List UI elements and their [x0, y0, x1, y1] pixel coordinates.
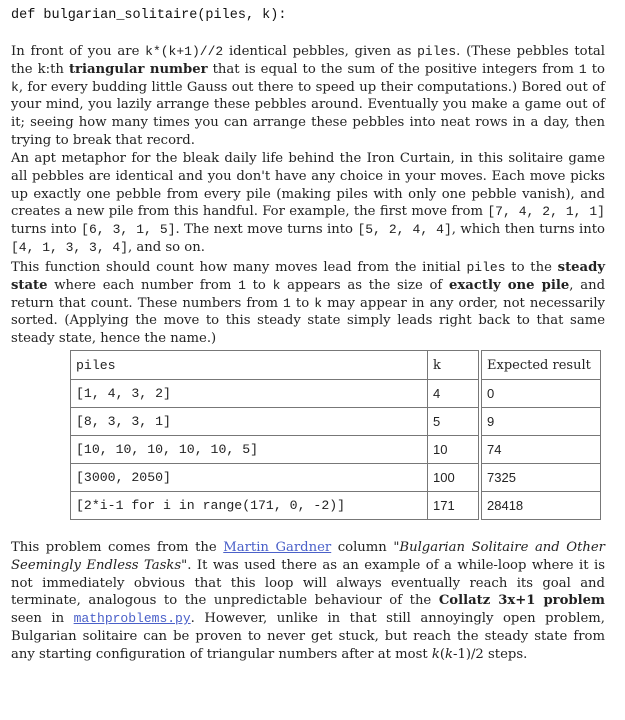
- cell-piles: [8, 3, 3, 1]: [71, 408, 428, 436]
- paragraph-task: This function should count how many moves lead from the initial piles to the steady state where each number from 1 to k appears as the size of exactly one pile, and return that count. These numbers from 1 to k may appear in any order, not necessarily sorted. (Applying the move to this steady state simply leads right back to that same steady state, hence the name.): [11, 260, 606, 347]
- cell-expected: 7325: [482, 464, 601, 492]
- header-k: k: [428, 351, 479, 380]
- table-row: [71, 464, 601, 492]
- paragraph-rules: An apt metaphor for the bleak daily life behind the Iron Curtain, in this solitaire game all pebbles are identical and you don't have any choice in your moves. Each move picks up exactly one pebble from every pile (making piles with only one pebble vanish), and creates a new pile from this handful. For example, the first move from [7, 4, 2, 1, 1] turns into [6, 3, 1, 5]. The next move turns into [5, 2, 4, 4], which then turns into [4, 1, 3, 3, 4], and so on.: [11, 151, 605, 255]
- table-row: [71, 492, 601, 520]
- paragraph-intro: In front of you are k*(k+1)//2 identical pebbles, given as piles. (These pebbles total the k:th triangular number that is equal to the sum of the positive integers from 1 to k, for every budding little Gauss out there to speed up their computations.) Bored out of your mind, you lazily arrange these pebbles around. Eventually you make a game out of it; seeing how many times you can arrange these pebbles into neat rows in a day, then trying to break that record.: [11, 44, 605, 148]
- cell-expected: 74: [482, 436, 601, 464]
- cell-k: 10: [428, 436, 479, 464]
- cell-expected: 28418: [482, 492, 601, 520]
- paragraph-background: This problem comes from the Martin Gardner column "Bulgarian Solitaire and Other Seemingly Endless Tasks". It was used there as an example of a while-loop where it is not immediately obvious that this loop will always eventually reach its goal and terminate, analogous to the unpredictable behaviour of the Collatz 3x+1 problem seen in mathproblems.py. However, unlike in that still annoyingly open problem, Bulgarian solitaire can be proven to never get stuck, but reach the steady state from any starting configuration of triangular numbers after at most k(k-1)/2 steps.: [11, 540, 606, 662]
- cell-piles: [2*i-1 for i in range(171, 0, -2)]: [71, 492, 428, 520]
- header-expected: Expected result: [482, 351, 601, 380]
- cell-expected: 0: [482, 380, 601, 408]
- header-piles: piles: [71, 351, 428, 380]
- cell-piles: [1, 4, 3, 2]: [71, 380, 428, 408]
- cell-k: 171: [428, 492, 479, 520]
- martin-gardner-link[interactable]: Martin Gardner: [223, 540, 332, 555]
- table-header-row: [71, 351, 601, 380]
- cell-k: 100: [428, 464, 479, 492]
- function-signature: def bulgarian_solitaire(piles, k):: [11, 8, 287, 23]
- cell-piles: [10, 10, 10, 10, 10, 5]: [71, 436, 428, 464]
- cell-expected: 9: [482, 408, 601, 436]
- mathproblems-link[interactable]: mathproblems.py: [73, 611, 191, 627]
- cell-piles: [3000, 2050]: [71, 464, 428, 492]
- cell-k: 5: [428, 408, 479, 436]
- table-row: [71, 436, 601, 464]
- table-row: [71, 380, 601, 408]
- cell-k: 4: [428, 380, 479, 408]
- examples-table: [70, 350, 601, 520]
- table-row: [71, 408, 601, 436]
